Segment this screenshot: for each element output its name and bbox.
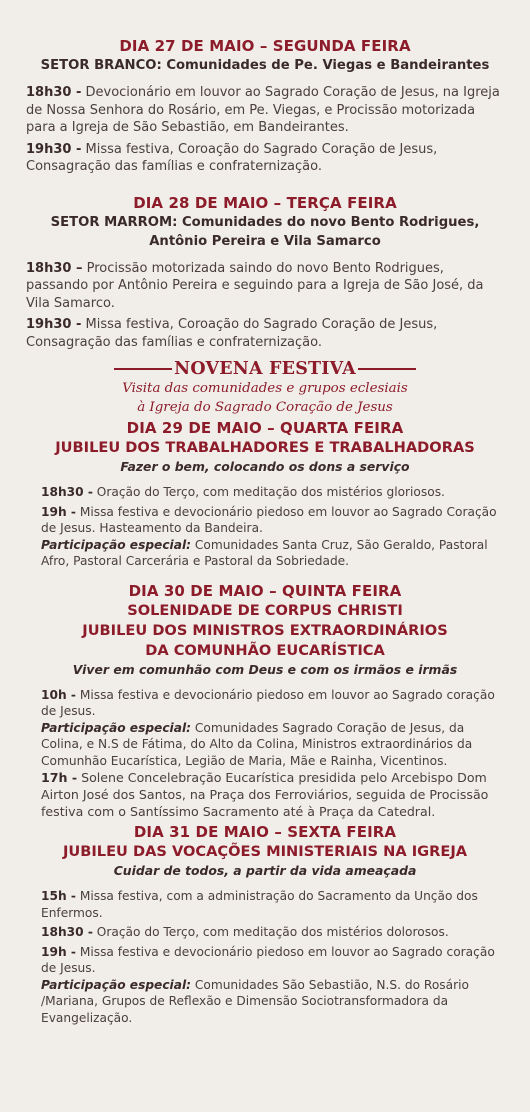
day-30-entry-1 (41, 687, 504, 720)
entry-text: Oração do Terço, com meditação dos mistérios dolorosos. (92, 925, 449, 939)
entry-text: Devocionário em louvor ao Sagrado Coração de Jesus, na Igreja de Nossa Senhora do Rosário, em Pe. Viegas, e Procissão motorizada para a Igreja de São Sebastião, em Bandeirantes. (26, 85, 500, 135)
entry-text: Missa festiva e devocionário piedoso em louvor ao Sagrado coração de Jesus. (41, 944, 495, 975)
day-27-sector: SETOR BRANCO: Comunidades de Pe. Viegas e Bandeirantes (40, 58, 490, 73)
day-28-sector-line-1: SETOR MARROM: Comunidades do novo Bento Rodrigues, (50, 214, 480, 230)
day-28-entry-2 (26, 316, 504, 351)
day-29-entry-1 (41, 484, 504, 501)
entry-text: Procissão motorizada saindo do novo Bento Rodrigues, passando por Antônio Pereira e seguindo para a Igreja de São José, da Vila Samarco. (26, 260, 484, 311)
day-30-jubilee-line-2: DA COMUNHÃO EUCARÍSTICA (145, 641, 385, 659)
novena-header (26, 359, 504, 379)
novena-subtitle-line-2: à Igreja do Sagrado Coração de Jesus (137, 400, 393, 415)
day-31-entry-3 (41, 944, 504, 977)
day-27-title: DIA 27 DE MAIO – SEGUNDA FEIRA (119, 37, 411, 55)
day-30-entry-2 (41, 769, 504, 820)
special-participation-label: Participação especial: (41, 977, 191, 992)
day-27-entry-1 (26, 84, 504, 137)
day-28-title: DIA 28 DE MAIO – TERÇA FEIRA (133, 193, 397, 212)
day-30-section (26, 582, 504, 821)
day-31-title: DIA 31 DE MAIO – SEXTA FEIRA (133, 823, 397, 841)
day-28-section (26, 194, 504, 352)
day-31-jubilee: JUBILEU DAS VOCAÇÕES MINISTERIAIS NA IGREJA (62, 843, 468, 860)
day-28-sector-line-2: Antônio Pereira e Vila Samarco (149, 233, 381, 249)
entry-time: 19h - (41, 944, 76, 959)
special-participation-text: Comunidades São Sebastião, N.S. do Rosário /Mariana, Grupos de Reflexão e Dimensão Sociotransformadora da Evangelização. (41, 977, 469, 1025)
special-participation-text: Comunidades Santa Cruz, São Geraldo, Pastoral Afro, Pastoral Carcerária e Pastoral da Sobriedade. (41, 537, 488, 568)
day-30-solemnity: SOLENIDADE DE CORPUS CHRISTI (127, 601, 403, 619)
entry-time: 18h30 - (26, 85, 82, 100)
entry-time: 19h - (41, 504, 76, 519)
entry-text: Missa festiva e devocionário piedoso em louvor ao Sagrado Coração de Jesus. Hasteamento da Bandeira. (41, 504, 497, 535)
day-31-entry-2 (41, 924, 504, 941)
special-participation-label: Participação especial: (41, 537, 191, 552)
entry-text: Missa festiva, Coroação do Sagrado Coração de Jesus, Consagração das famílias e confraternização. (26, 141, 438, 174)
day-31-section (26, 823, 504, 1026)
day-31-motto: Cuidar de todos, a partir da vida ameaçada (113, 863, 417, 878)
special-participation-label: Participação especial: (41, 720, 191, 735)
day-28-entry-1 (26, 260, 504, 313)
day-29-jubilee: JUBILEU DOS TRABALHADORES E TRABALHADORAS (55, 439, 475, 456)
day-30-motto: Viver em comunhão com Deus e com os irmãos e irmãs (72, 661, 458, 677)
entry-text: Oração do Terço, com meditação dos mistérios gloriosos. (92, 485, 445, 499)
day-29-title: DIA 29 DE MAIO – QUARTA FEIRA (126, 419, 404, 437)
day-31-special (41, 977, 504, 1027)
entry-text: Solene Concelebração Eucarística presidida pelo Arcebispo Dom Airton José dos Santos, na Praça dos Ferroviários, seguida de Procissão festiva com o Santíssimo Sacramento até à Praça da Catedral. (41, 770, 489, 819)
entry-time: 19h30 - (26, 317, 82, 332)
day-31-entry-1 (41, 888, 504, 921)
entry-text: Missa festiva, Coroação do Sagrado Coração de Jesus, Consagração das famílias e confraternização. (26, 317, 438, 350)
entry-time: 18h30 - (41, 925, 93, 939)
day-29-special (41, 537, 504, 570)
entry-time: 19h30 - (26, 141, 82, 157)
entry-time: 17h - (41, 770, 78, 785)
entry-time: 15h - (41, 889, 76, 903)
entry-text: Missa festiva, com a administração do Sacramento da Unção dos Enfermos. (41, 889, 478, 920)
novena-right-rule (358, 368, 416, 370)
novena-title: NOVENA FESTIVA (174, 359, 356, 379)
entry-text: Missa festiva e devocionário piedoso em louvor ao Sagrado coração de Jesus. (41, 687, 495, 718)
day-27-entry-2 (26, 141, 504, 176)
day-30-special (41, 720, 504, 770)
day-30-title: DIA 30 DE MAIO – QUINTA FEIRA (128, 581, 402, 600)
entry-time: 18h30 - (41, 485, 93, 499)
day-30-jubilee-line-1: JUBILEU DOS MINISTROS EXTRAORDINÁRIOS (82, 621, 448, 639)
day-29-section (26, 419, 504, 570)
novena-left-rule (114, 368, 172, 370)
entry-time: 18h30 – (26, 260, 83, 276)
day-29-entry-2 (41, 504, 504, 537)
special-participation-text: Comunidades Sagrado Coração de Jesus, da Colina, e N.S de Fátima, do Alto da Colina, Ministros extraordinários da Comunhão Eucarística, Legião de Maria, Mãe e Rainha, Vicentinos. (41, 720, 473, 768)
day-29-motto: Fazer o bem, colocando os dons a serviço (120, 459, 410, 474)
novena-subtitle-line-1: Visita das comunidades e grupos eclesiais (122, 381, 408, 396)
day-27-section (26, 37, 504, 176)
entry-time: 10h - (41, 687, 76, 702)
